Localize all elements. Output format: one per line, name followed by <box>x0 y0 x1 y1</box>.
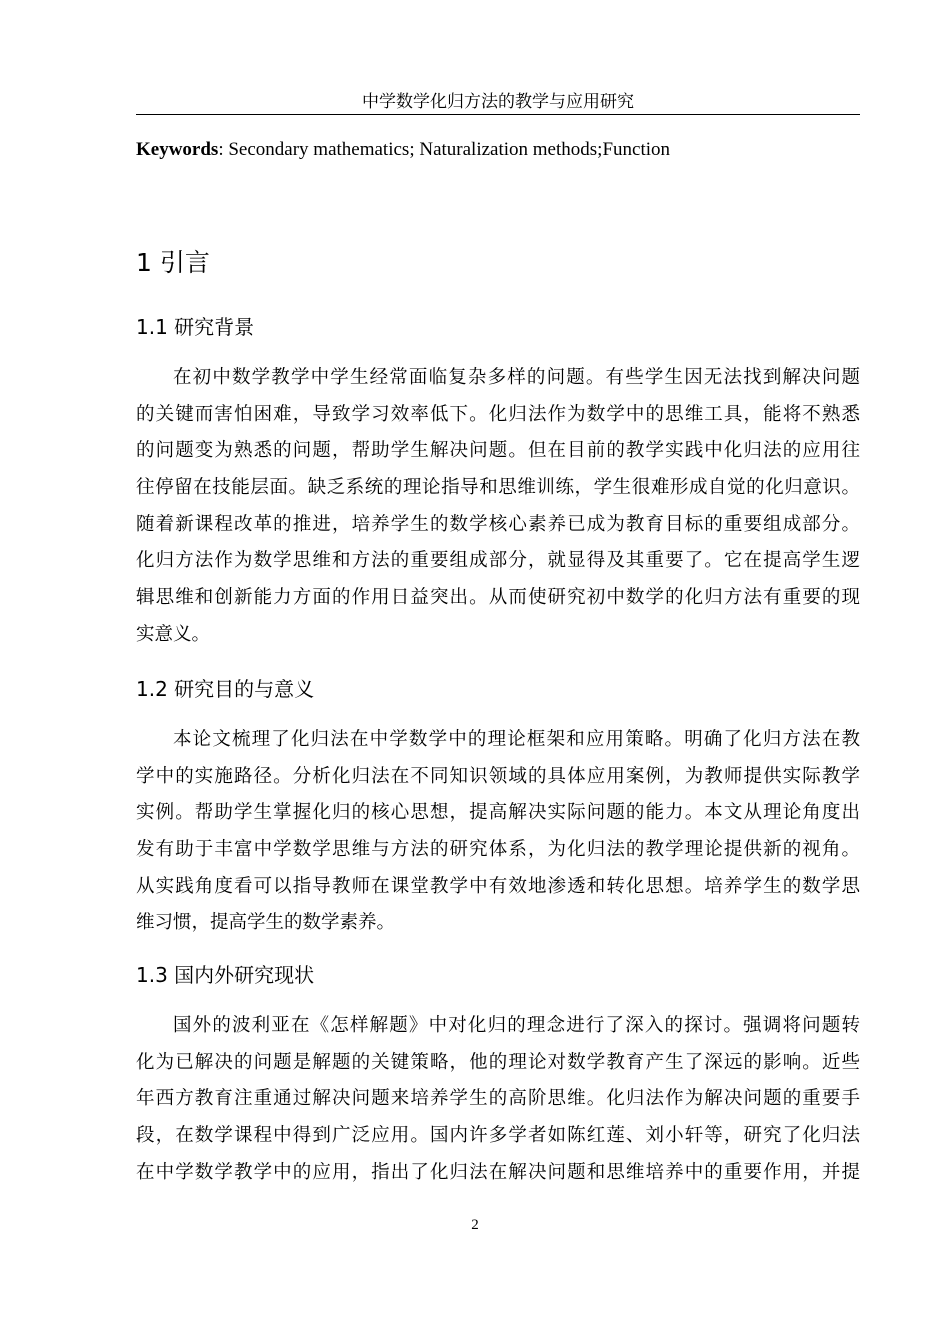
paragraph-line: 实意义。 <box>136 623 211 645</box>
paragraph-line: 随着新课程改革的推进，培养学生的数学核心素养已成为教育目标的重要组成部分。 <box>136 513 860 535</box>
paragraph-line: 从实践角度看可以指导教师在课堂教学中有效地渗透和转化思想。培养学生的数学思 <box>136 875 860 897</box>
keywords-label: Keywords <box>136 139 219 160</box>
paragraph-line: 辑思维和创新能力方面的作用日益突出。从而使研究初中数学的化归方法有重要的现 <box>136 587 860 609</box>
paragraph-line: 发有助于丰富中学数学思维与方法的研究体系，为化归法的教学理论提供新的视角。 <box>136 839 860 861</box>
paragraph-line: 化为已解决的问题是解题的关键策略，他的理论对数学教育产生了深远的影响。近些 <box>136 1051 860 1073</box>
section-1-2-paragraph <box>136 722 860 942</box>
keywords-line <box>136 138 860 162</box>
header-rule <box>136 114 860 115</box>
section-1-3-paragraph <box>136 1008 860 1191</box>
keywords-text: : Secondary mathematics; Naturalization methods;Function <box>218 139 670 160</box>
paragraph-line: 化归方法作为数学思维和方法的重要组成部分，就显得及其重要了。它在提高学生逻 <box>136 550 860 572</box>
paragraph-line: 往停留在技能层面。缺乏系统的理论指导和思维训练，学生很难形成自觉的化归意识。 <box>136 477 860 499</box>
paragraph-line: 年西方教育注重通过解决问题来培养学生的高阶思维。化归法作为解决问题的重要手 <box>136 1088 860 1110</box>
paragraph-line: 段，在数学课程中得到广泛应用。国内许多学者如陈红莲、刘小轩等，研究了化归法 <box>136 1125 860 1147</box>
page-number: 2 <box>471 1217 479 1233</box>
paragraph-line: 本论文梳理了化归法在中学数学中的理论框架和应用策略。明确了化归方法在教 <box>173 729 860 750</box>
section-1-heading: 1 引言 <box>136 248 210 277</box>
paragraph-line: 在中学数学教学中的应用，指出了化归法在解决问题和思维培养中的重要作用，并提 <box>136 1161 860 1183</box>
section-1-3-heading: 1.3 国内外研究现状 <box>136 963 315 987</box>
paragraph-line: 的问题变为熟悉的问题，帮助学生解决问题。但在目前的教学实践中化归法的应用往 <box>136 440 860 462</box>
paragraph-line: 国外的波利亚在《怎样解题》中对化归的理念进行了深入的探讨。强调将问题转 <box>173 1015 860 1036</box>
section-1-1-paragraph <box>136 360 860 654</box>
running-header: 中学数学化归方法的教学与应用研究 <box>362 92 634 112</box>
paragraph-line: 在初中数学教学中学生经常面临复杂多样的问题。有些学生因无法找到解决问题 <box>173 367 860 388</box>
paragraph-line: 维习惯，提高学生的数学素养。 <box>136 912 396 934</box>
section-1-1-heading: 1.1 研究背景 <box>136 315 255 339</box>
section-1-2-heading: 1.2 研究目的与意义 <box>136 677 315 701</box>
paragraph-line: 的关键而害怕困难，导致学习效率低下。化归法作为数学中的思维工具，能将不熟悉 <box>136 403 860 425</box>
paragraph-line: 实例。帮助学生掌握化归的核心思想，提高解决实际问题的能力。本文从理论角度出 <box>136 802 860 824</box>
paragraph-line: 学中的实施路径。分析化归法在不同知识领域的具体应用案例，为教师提供实际教学 <box>136 765 860 787</box>
